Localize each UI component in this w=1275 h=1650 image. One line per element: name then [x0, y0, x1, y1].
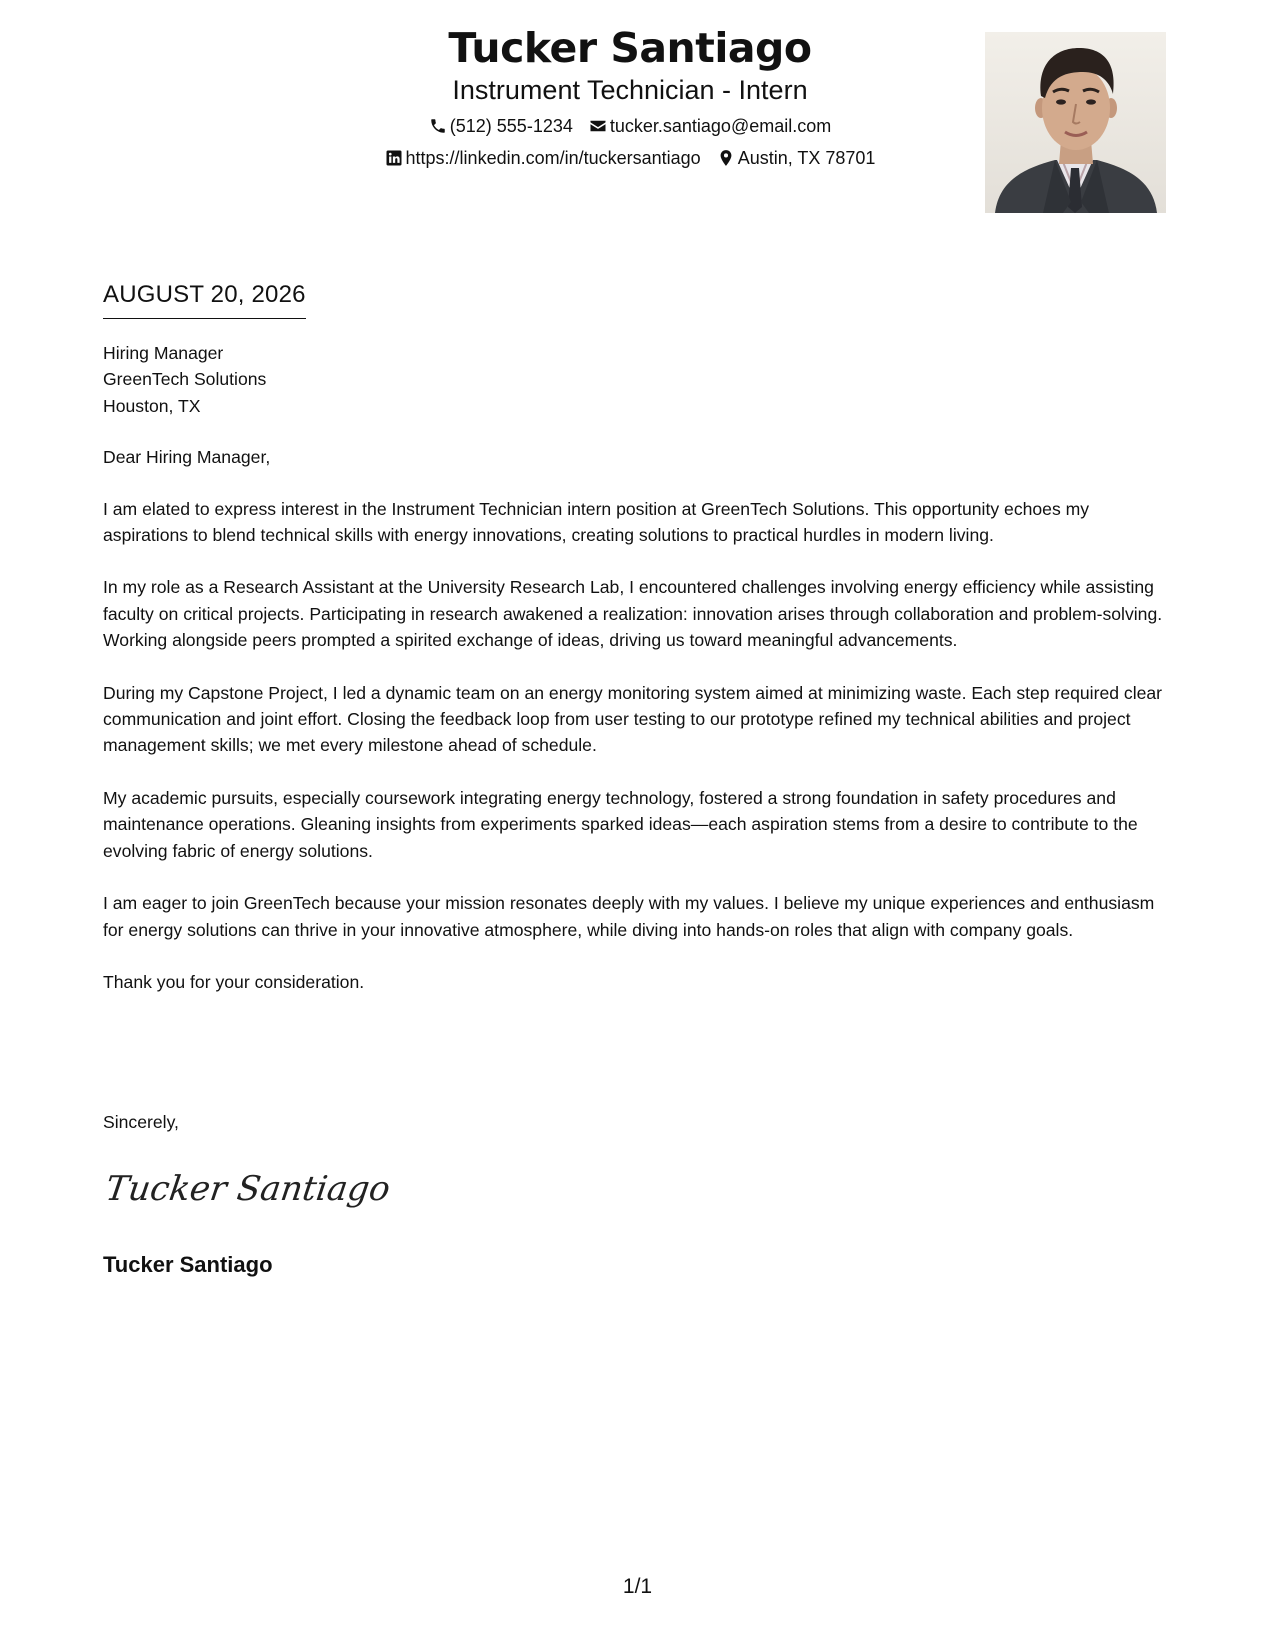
- email-text[interactable]: tucker.santiago@email.com: [609, 116, 832, 136]
- paragraph: During my Capstone Project, I led a dynamic team on an energy monitoring system aimed at minimizing waste. Each step required clear communication and joint effort. Closing the feedback loop from user testing to our prototype refined my technical abilities and project management skills; we met every milestone ahead of schedule.: [103, 682, 1163, 756]
- contact-location: [717, 147, 876, 169]
- job-title: Instrument Technician - Intern: [452, 75, 808, 105]
- linkedin-text[interactable]: https://linkedin.com/in/tuckersantiago: [405, 148, 701, 168]
- signature-image: [103, 1160, 393, 1220]
- contact-linkedin[interactable]: [385, 147, 701, 169]
- profile-photo: [985, 32, 1166, 213]
- portrait-image: [985, 32, 1166, 213]
- contact-row-2: [300, 147, 960, 169]
- location-text: Austin, TX 78701: [737, 148, 876, 168]
- signed-name: Tucker Santiago: [103, 1252, 273, 1277]
- contact-phone: [429, 115, 573, 137]
- linkedin-icon: [385, 149, 403, 167]
- phone-text: (512) 555-1234: [449, 116, 573, 136]
- page-number: 1/1: [622, 1575, 653, 1598]
- paragraph: I am eager to join GreenTech because your mission resonates deeply with my values. I believe my unique experiences and enthusiasm for energy solutions can thrive in your innovative atmosphere, while diving into hands-on roles that align with company goals.: [103, 893, 1155, 940]
- paragraph: I am elated to express interest in the Instrument Technician intern position at GreenTech Solutions. This opportunity echoes my aspirations to blend technical skills with energy innovations, creating solutions to practical hurdles in modern living.: [103, 498, 1090, 546]
- map-pin-icon: [717, 149, 735, 167]
- contact-email[interactable]: [589, 115, 831, 137]
- recipient-line: Hiring Manager: [103, 343, 224, 363]
- contact-row-1: [300, 115, 960, 137]
- recipient-line: GreenTech Solutions: [103, 369, 267, 390]
- letter-body: [103, 340, 1173, 995]
- applicant-name: Tucker Santiago: [448, 24, 812, 72]
- recipient-block: [103, 340, 1173, 419]
- salutation: Dear Hiring Manager,: [103, 447, 271, 468]
- paragraph: In my role as a Research Assistant at the University Research Lab, I encountered challenges involving energy efficiency while assisting faculty on critical projects. Participating in research awakened a realization: innovation arises through collaboration and problem-solving. Working alongside peers prompted a spirited exchange of ideas, driving us toward meaningful advancements.: [103, 577, 1163, 651]
- letter-header: [300, 22, 960, 169]
- phone-icon: [429, 117, 447, 135]
- recipient-line: Houston, TX: [103, 395, 201, 416]
- closing: Sincerely,: [103, 1112, 179, 1132]
- thanks-line: Thank you for your consideration.: [103, 971, 365, 992]
- paragraph: My academic pursuits, especially coursework integrating energy technology, fostered a strong foundation in safety procedures and maintenance operations. Gleaning insights from experiments sparked ideas—each aspiration stems from a desire to contribute to the evolving fabric of energy solutions.: [103, 787, 1138, 861]
- signature-text: Tucker Santiago: [103, 1169, 393, 1209]
- envelope-icon: [589, 117, 607, 135]
- letter-date: AUGUST 20, 2026: [103, 280, 306, 319]
